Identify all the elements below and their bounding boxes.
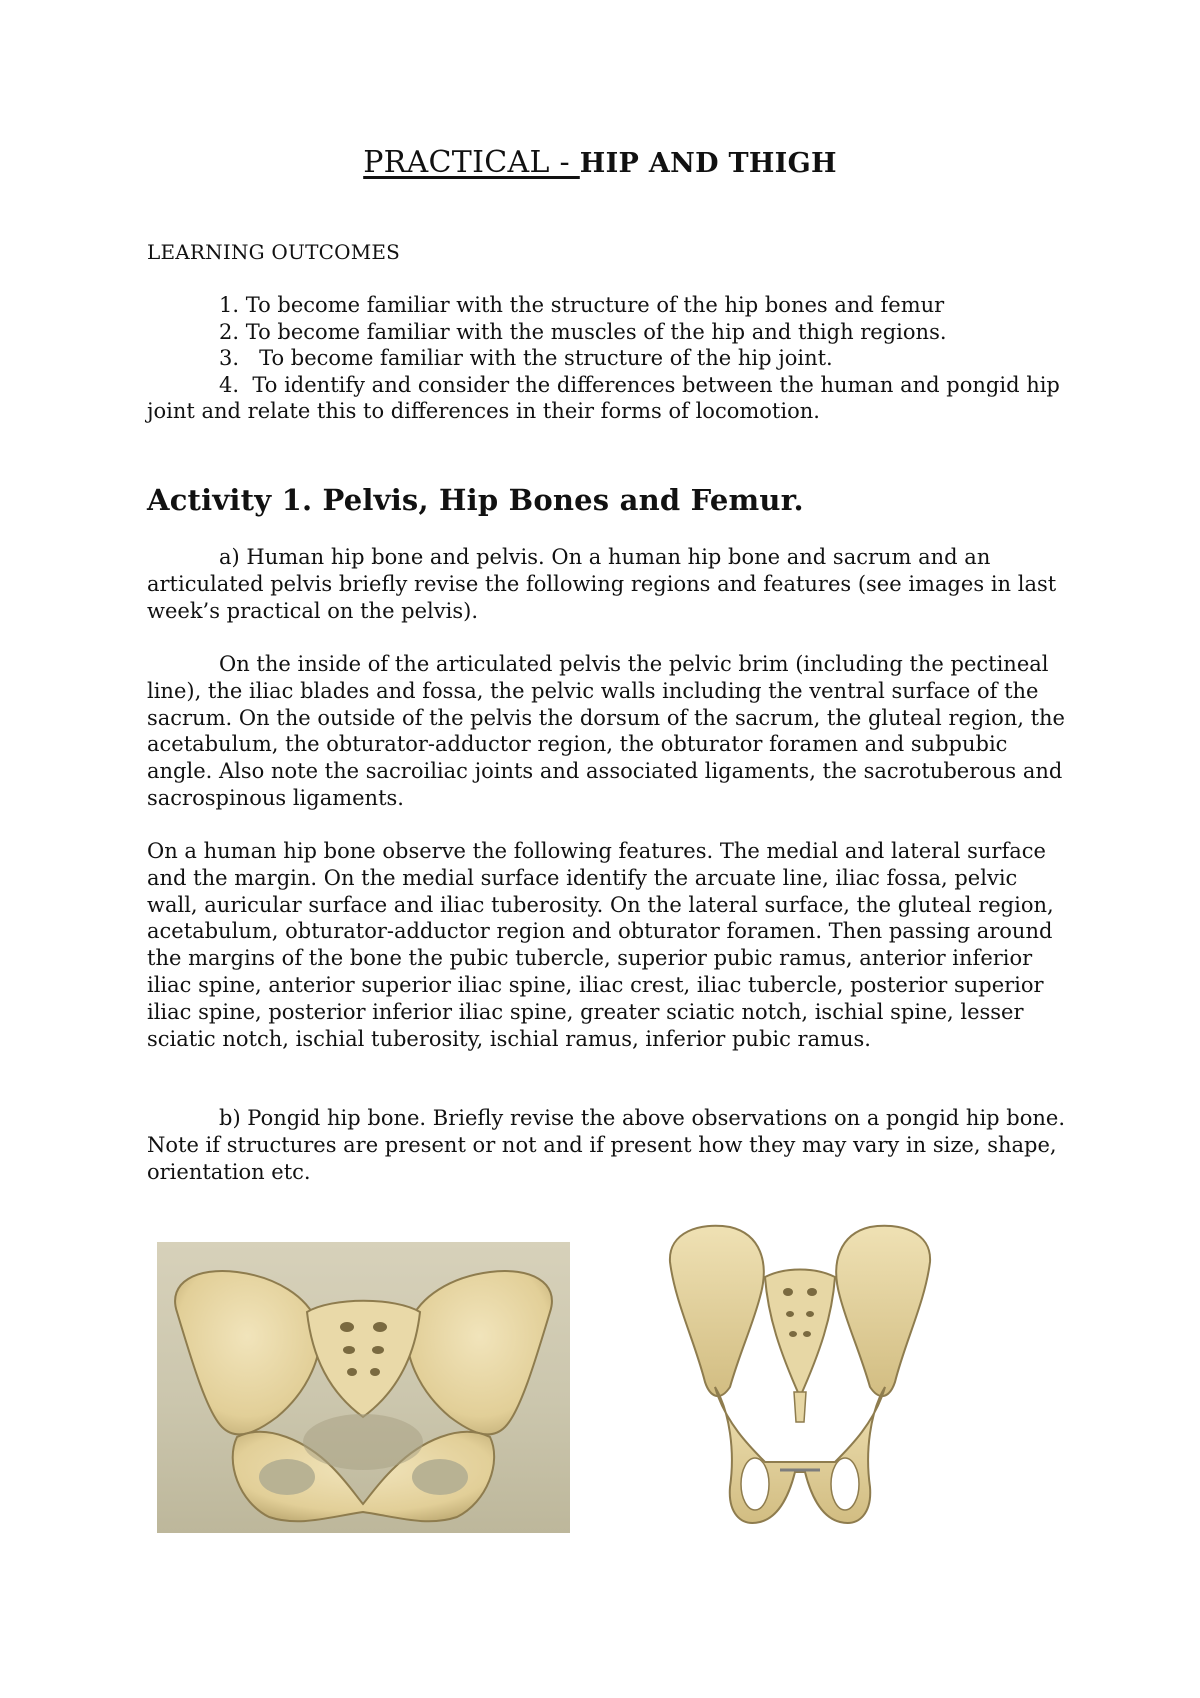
title-main: HIP AND THIGH (579, 148, 837, 179)
outcome-number: 1. (219, 293, 240, 317)
outcome-number: 4. (219, 372, 240, 397)
pongid-pelvis-photo (660, 1222, 940, 1532)
human-pelvis-illustration (157, 1242, 570, 1533)
paragraph-pelvis-inside: On the inside of the articulated pelvis the pelvic brim (including the pectineal line), the iliac blades and fossa, the pelvic walls including the ventral surface of the sacrum. On the outside of the pelvis the dorsum of the sacrum, the gluteal region, the acetabulum, the obturator-adductor region, the obturator foramen and subpubic angle. Also note the sacroiliac joints and associated ligaments, the sacrotuberous and sacrospinous ligaments. (147, 652, 1065, 810)
learning-outcome-item (147, 372, 1067, 425)
outcome-text: To become familiar with the structure of the hip bones and femur (239, 293, 945, 317)
title-prefix: PRACTICAL - (363, 145, 580, 180)
paragraph-human-hip-bone: a) Human hip bone and pelvis. On a human hip bone and sacrum and an articulated pelvis briefly revise the following regions and features (see images in last week’s practical on the pelvis). (147, 545, 1057, 623)
outcome-number: 3. (219, 346, 240, 370)
human-pelvis-photo (157, 1242, 570, 1533)
outcome-text: To become familiar with the structure of the hip joint. (239, 346, 833, 370)
learning-outcome-item (147, 319, 1067, 346)
paragraph-pongid-hip-bone: b) Pongid hip bone. Briefly revise the above observations on a pongid hip bone. Note if structures are present or not and if present how they may vary in size, shape, orientation etc. (147, 1106, 1065, 1184)
learning-outcomes-heading: LEARNING OUTCOMES (147, 240, 401, 264)
outcome-text: To identify and consider the differences between the human and pongid hip joint and relate this to differences in their forms of locomotion. (147, 372, 1067, 423)
learning-outcome-item (147, 292, 1067, 319)
learning-outcome-item (147, 345, 1067, 372)
outcome-text: To become familiar with the muscles of the hip and thigh regions. (239, 319, 947, 344)
learning-outcomes-list (147, 292, 1067, 425)
page-title (0, 145, 1200, 180)
paragraph-hip-bone-features: On a human hip bone observe the following features. The medial and lateral surface and the margin. On the medial surface identify the arcuate line, iliac fossa, pelvic wall, auricular surface and iliac tuberosity. On the lateral surface, the gluteal region, acetabulum, obturator-adductor region and obturator foramen. Then passing around the margins of the bone the pubic tubercle, superior pubic ramus, anterior inferior iliac spine, anterior superior iliac spine, iliac crest, iliac tubercle, posterior superior iliac spine, posterior inferior iliac spine, greater sciatic notch, ischial spine, lesser sciatic notch, ischial tuberosity, ischial ramus, inferior pubic ramus. (147, 839, 1054, 1051)
pongid-pelvis-illustration (660, 1222, 940, 1532)
outcome-number: 2. (219, 319, 240, 344)
activity-heading: Activity 1. Pelvis, Hip Bones and Femur. (147, 483, 804, 517)
